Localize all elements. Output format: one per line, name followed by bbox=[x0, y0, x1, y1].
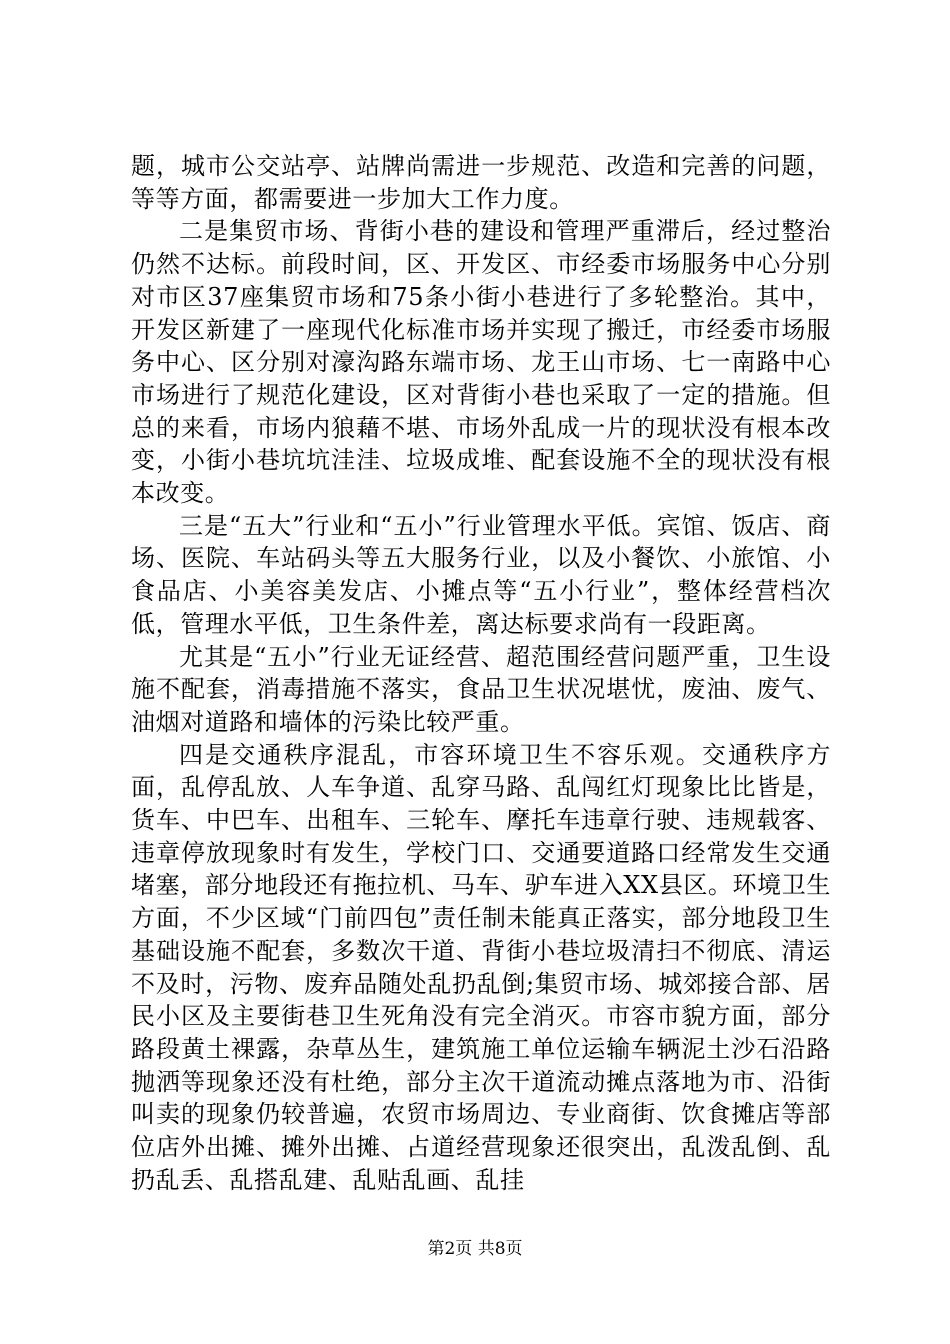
paragraph-traffic: 四是交通秩序混乱，市容环境卫生不容乐观。交通秩序方面，乱停乱放、人车争道、乱穿马路、乱闯红灯现象比比皆是，货车、中巴车、出租车、三轮车、摩托车违章行驶、违规载客、违章停放现象时有发生，学校门口、交通要道路口经常发生交通堵塞，部分地段还有拖拉机、马车、驴车进入XX县区。环境卫生方面，不少区域“门前四包”责任制未能真正落实，部分地段卫生基础设施不配套，多数次干道、背街小巷垃圾清扫不彻底、清运不及时，污物、废弃品随处乱扔乱倒;集贸市场、城郊接合部、居民小区及主要街巷卫生死角没有完全消灭。市容市貌方面，部分路段黄土裸露，杂草丛生，建筑施工单位运输车辆泥土沙石沿路抛洒等现象还没有杜绝，部分主次干道流动摊点落地为市、沿街叫卖的现象仍较普遍，农贸市场周边、专业商街、饮食摊店等部位店外出摊、摊外出摊、占道经营现象还很突出，乱泼乱倒、乱扔乱丢、乱搭乱建、乱贴乱画、乱挂 bbox=[131, 740, 831, 1194]
page-footer bbox=[0, 1238, 950, 1260]
paragraph-small-industries: 尤其是“五小”行业无证经营、超范围经营问题严重，卫生设施不配套，消毒措施不落实，食品卫生状况堪忧，废油、废气、油烟对道路和墙体的污染比较严重。 bbox=[131, 642, 831, 736]
page-number: 第2页 共8页 bbox=[427, 1239, 523, 1259]
document-body bbox=[131, 150, 831, 1197]
paragraph-continuation: 题，城市公交站亭、站牌尚需进一步规范、改造和完善的问题，等等方面，都需要进一步加大工作力度。 bbox=[131, 152, 831, 213]
paragraph-markets: 二是集贸市场、背街小巷的建设和管理严重滞后，经过整治仍然不达标。前段时间，区、开发区、市经委市场服务中心分别对市区37座集贸市场和75条小街小巷进行了多轮整治。其中，开发区新建了一座现代化标准市场并实现了搬迁，市经委市场服务中心、区分别对濠沟路东端市场、龙王山市场、七一南路中心市场进行了规范化建设，区对背街小巷也采取了一定的措施。但总的来看，市场内狼藉不堪、市场外乱成一片的现状没有根本改变，小街小巷坑坑洼洼、垃圾成堆、配套设施不全的现状没有根本改变。 bbox=[131, 217, 831, 508]
paragraph-industries: 三是“五大”行业和“五小”行业管理水平低。宾馆、饭店、商场、医院、车站码头等五大服务行业，以及小餐饮、小旅馆、小食品店、小美容美发店、小摊点等“五小行业”，整体经营档次低，管理水平低，卫生条件差，离达标要求尚有一段距离。 bbox=[131, 511, 831, 638]
